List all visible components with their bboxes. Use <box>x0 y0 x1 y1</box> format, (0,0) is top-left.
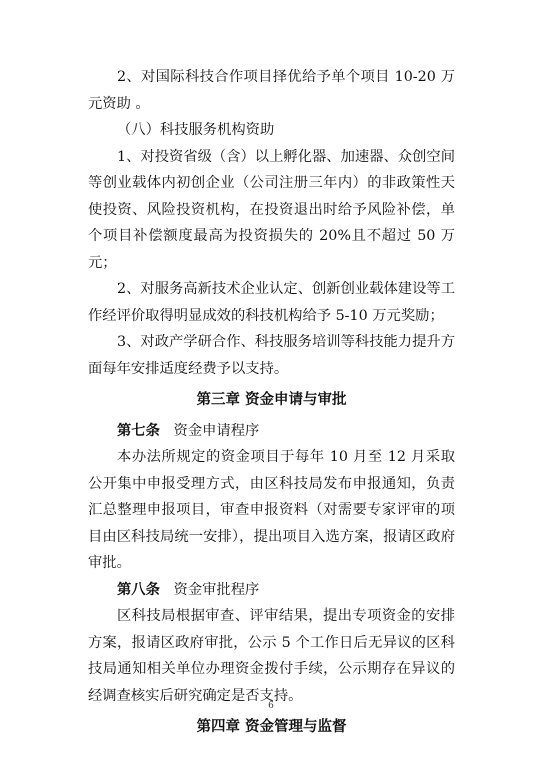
page-number: 6 <box>268 701 274 711</box>
chapter-3-heading: 第三章 资金申请与审批 <box>196 392 347 408</box>
article-8-body: 区科技局根据审查、评审结果，提出专项资金的安排方案，报请区政府审批，公示 5 个工作日后无异议的区科技局通知相关单位办理资金拨付手续，公示期存在异议的经调查核实后研究确定是否支持。 <box>88 608 455 704</box>
article-7-body: 本办法所规定的资金项目于每年 10 月至 12 月采取公开集中申报受理方式，由区科技局发布申报通知，负责汇总整理申报项目，审查申报资料（对需要专家评审的项目由区科技局统一安排），提出项目入选方案，报请区政府审批。 <box>88 449 455 571</box>
article-7-heading <box>88 418 455 445</box>
paragraph-international-cooperation: 2、对国际科技合作项目择优给予单个项目 10-20 万元资助 。 <box>88 69 455 112</box>
paragraph-service-reward: 2、对服务高新技术企业认定、创新创业载体建设等工作经评价取得明显成效的科技机构给予 5-10 万元奖励； <box>88 281 455 324</box>
article-7-subtitle: 资金申请程序 <box>173 422 260 439</box>
section-heading-service-agency: （八）科技服务机构资助 <box>117 122 275 138</box>
paragraph-angel-investment: 1、对投资省级（含）以上孵化器、加速器、众创空间等创业载体内初创企业（公司注册三年内）的非政策性天使投资、风险投资机构，在投资退出时给予风险补偿，单个项目补偿额度最高为投资损失的 20%且不超过 50 万元； <box>88 148 455 271</box>
article-8-heading <box>88 577 455 604</box>
chapter-4-heading: 第四章 资金管理与监督 <box>196 719 347 735</box>
document-body <box>88 64 455 745</box>
article-7-title: 第七条 <box>117 422 160 439</box>
article-8-title: 第八条 <box>117 581 160 598</box>
article-8-subtitle: 资金审批程序 <box>173 581 260 598</box>
paragraph-capability-support: 3、对政产学研合作、科技服务培训等科技能力提升方面每年安排适度经费予以支持。 <box>88 334 455 377</box>
